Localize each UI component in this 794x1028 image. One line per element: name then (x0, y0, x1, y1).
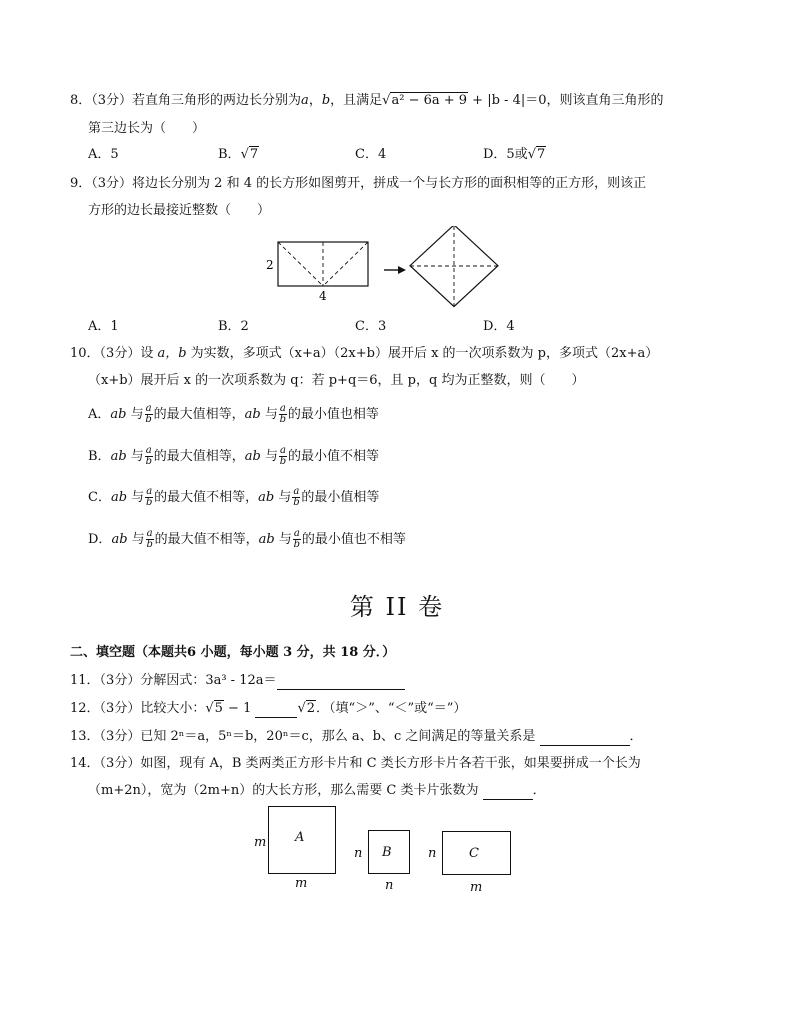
q12-prefix: 12．（3分）比较大小： (70, 701, 206, 716)
q8-option-b-rad: 7 (249, 147, 259, 162)
q10-option-d-ab: ab (111, 532, 128, 547)
frac-den: b (145, 456, 152, 467)
q10-option-d-part1: 的最大值不相等， (154, 532, 259, 547)
q9-cut-line-right (323, 242, 368, 286)
q10-option-d-frac2 (293, 529, 301, 550)
q11-line (70, 672, 405, 690)
q10-option-d-frac1 (146, 529, 154, 550)
q10-option-b-mid2: 与 (265, 449, 279, 464)
q8-option-a: A．5 (88, 147, 119, 162)
q8-comma: ， (308, 93, 322, 108)
q10-option-d (88, 529, 406, 550)
q10-option-b-mid: 与 (130, 449, 144, 464)
q10-option-a-part2: 的最小值也相等 (287, 407, 379, 422)
q9-line1: 9．（3分）将边长分别为 2 和 4 的长方形如图剪开，拼成一个与长方形的面积相等的正方形，则该正 (70, 176, 647, 191)
frac-den: b (145, 414, 152, 425)
q12-line (70, 700, 466, 718)
part-heading: 二、填空题（本题共6 小题，每小题 3 分，共 18 分．） (70, 645, 396, 660)
q9-label-side: 2 (266, 258, 274, 272)
card-c-label: C (469, 846, 479, 861)
q9-option-a: A．1 (88, 319, 119, 334)
q10-option-c-frac1 (145, 487, 153, 508)
q9-cut-figure (260, 226, 520, 308)
card-b-label: B (382, 845, 392, 860)
q10-option-a-prefix: A． (88, 407, 111, 422)
q10-line1-a: 10．（3分）设 (70, 346, 158, 361)
frac-num: a (293, 528, 300, 539)
q10-option-d-ab2: ab (258, 532, 275, 547)
q13-answer-blank[interactable] (540, 731, 630, 746)
q8-var-b: b (321, 93, 331, 108)
card-b-side: n (354, 846, 363, 861)
q8-stem-b: ，且满足 (330, 93, 383, 108)
q8-line1 (70, 92, 664, 110)
q9-option-c: C．3 (355, 319, 387, 334)
q14-line1: 14．（3分）如图，现有 A，B 类两类正方形卡片和 C 类长方形卡片各若干张，如果要拼成一个长为 (70, 756, 641, 771)
q9-option-d: D．4 (483, 319, 515, 334)
q10-option-b-ab2: ab (244, 449, 261, 464)
frac-den: b (145, 497, 153, 508)
frac-den: b (293, 497, 300, 508)
q14-line2 (88, 782, 546, 800)
q8-sqrt-expr: a² − 6a + 9 (391, 93, 468, 108)
q10-option-b-frac2 (279, 446, 287, 467)
q9-option-b: B．2 (218, 319, 249, 334)
q8-option-d-sqrt: √7 (527, 147, 546, 162)
frac-den: b (279, 414, 287, 425)
q10-option-b (88, 446, 379, 467)
q9-arrow-icon (398, 266, 406, 274)
card-b-bottom: n (385, 878, 394, 893)
q8-option-c: C．4 (355, 147, 387, 162)
q10-option-c-mid2: 与 (278, 490, 292, 505)
q12-minus: − 1 (223, 701, 256, 716)
frac-num: a (145, 445, 152, 456)
q9-cut-line-left (278, 242, 323, 286)
q12-sqrt-2: √2 (297, 701, 316, 716)
q10-option-c-part1: 的最大值不相等， (154, 490, 259, 505)
q8-option-d-rad: 7 (537, 147, 546, 162)
q14-answer-blank[interactable] (483, 785, 533, 800)
q10-option-c-frac2 (292, 487, 300, 508)
q10-option-b-part1: 的最大值相等， (153, 449, 245, 464)
card-c-bottom: m (470, 880, 483, 895)
q10-option-d-mid: 与 (131, 532, 145, 547)
q10-option-a-part1: 的最大值相等， (153, 407, 245, 422)
q8-option-d-prefix: D．5或 (483, 147, 528, 162)
q8-option-b-sqrt: √7 (240, 147, 259, 162)
q10-option-b-frac1 (145, 446, 153, 467)
q10-option-c (88, 487, 379, 508)
q10-line2: （x+b）展开后 x 的一次项系数为 q：若 p+q＝6，且 p，q 均为正整数，则（ ） (88, 373, 585, 388)
q13-text: 13．（3分）已知 2ⁿ＝a，5ⁿ＝b，20ⁿ＝c，那么 a、b、c 之间满足的等量关系是 (70, 729, 540, 744)
q10-option-b-prefix: B． (88, 449, 111, 464)
frac-num: a (279, 403, 286, 414)
q12-rad1: 5 (214, 701, 223, 716)
q10-option-c-ab2: ab (258, 490, 275, 505)
q12-rad2: 2 (306, 701, 316, 716)
q10-line1 (70, 345, 658, 363)
q10-option-a (88, 404, 379, 425)
q10-option-a-ab: ab (110, 407, 127, 422)
q10-option-c-mid: 与 (131, 490, 145, 505)
q11-answer-blank[interactable] (277, 675, 405, 690)
q14-line2-text: （m+2n），宽为（2m+n）的大长方形，那么需要 C 类卡片张数为 (88, 783, 483, 798)
q10-line1-vars: a，b (157, 346, 187, 361)
frac-num: a (146, 528, 153, 539)
frac-den: b (146, 539, 153, 550)
q8-var-a: a (301, 93, 309, 108)
q13-line (70, 728, 643, 746)
q12-answer-blank[interactable] (255, 703, 297, 718)
frac-num: a (280, 445, 286, 456)
q10-option-a-ab2: ab (244, 407, 261, 422)
q8-option-b-prefix: B． (218, 147, 241, 162)
q10-option-d-part2: 的最小值也不相等 (301, 532, 406, 547)
q10-option-c-ab: ab (110, 490, 128, 505)
q8-option-b (218, 146, 259, 164)
q8-stem-c: + |b - 4|＝0，则该直角三角形的 (468, 93, 664, 108)
q14-line2-end: ． (532, 783, 546, 798)
card-c-side: n (428, 846, 437, 861)
q10-option-a-frac1 (145, 404, 153, 425)
card-a-label: A (295, 830, 305, 845)
card-a-bottom: m (295, 876, 308, 891)
q10-option-b-part2: 的最小值不相等 (287, 449, 379, 464)
q8-option-d (483, 146, 546, 164)
frac-num: a (293, 486, 300, 497)
q8-stem-a: 8．（3分）若直角三角形的两边长分别为 (70, 93, 302, 108)
q10-option-d-prefix: D． (88, 532, 112, 547)
frac-num: a (146, 486, 153, 497)
q10-option-c-part2: 的最小值相等 (301, 490, 380, 505)
frac-den: b (293, 539, 301, 550)
q8-sqrt: √a² − 6a + 9 (382, 93, 468, 108)
q10-option-a-mid2: 与 (264, 407, 278, 422)
frac-den: b (279, 456, 287, 467)
q12-suffix: ．（填“＞”、“＜”或“＝”） (316, 701, 467, 716)
q10-option-a-frac2 (279, 404, 287, 425)
q10-option-b-ab: ab (110, 449, 127, 464)
section-title: 第 II 卷 (349, 593, 445, 621)
q11-text: 11．（3分）分解因式：3a³ - 12a＝ (70, 673, 277, 688)
q13-end: ． (629, 729, 643, 744)
q10-line1-b: 为实数，多项式（x+a）（2x+b）展开后 x 的一次项系数为 p，多项式（2x+a） (186, 346, 659, 361)
q12-sqrt-5: √5 (205, 701, 223, 716)
q9-line2: 方形的边长最接近整数（ ） (88, 203, 271, 218)
q8-line2: 第三边长为（ ） (88, 121, 206, 136)
q9-label-bottom: 4 (319, 289, 327, 303)
q10-option-d-mid2: 与 (278, 532, 292, 547)
q10-option-a-mid: 与 (130, 407, 144, 422)
frac-num: a (145, 403, 152, 414)
card-a-side: m (254, 835, 267, 850)
q10-option-c-prefix: C． (88, 490, 111, 505)
